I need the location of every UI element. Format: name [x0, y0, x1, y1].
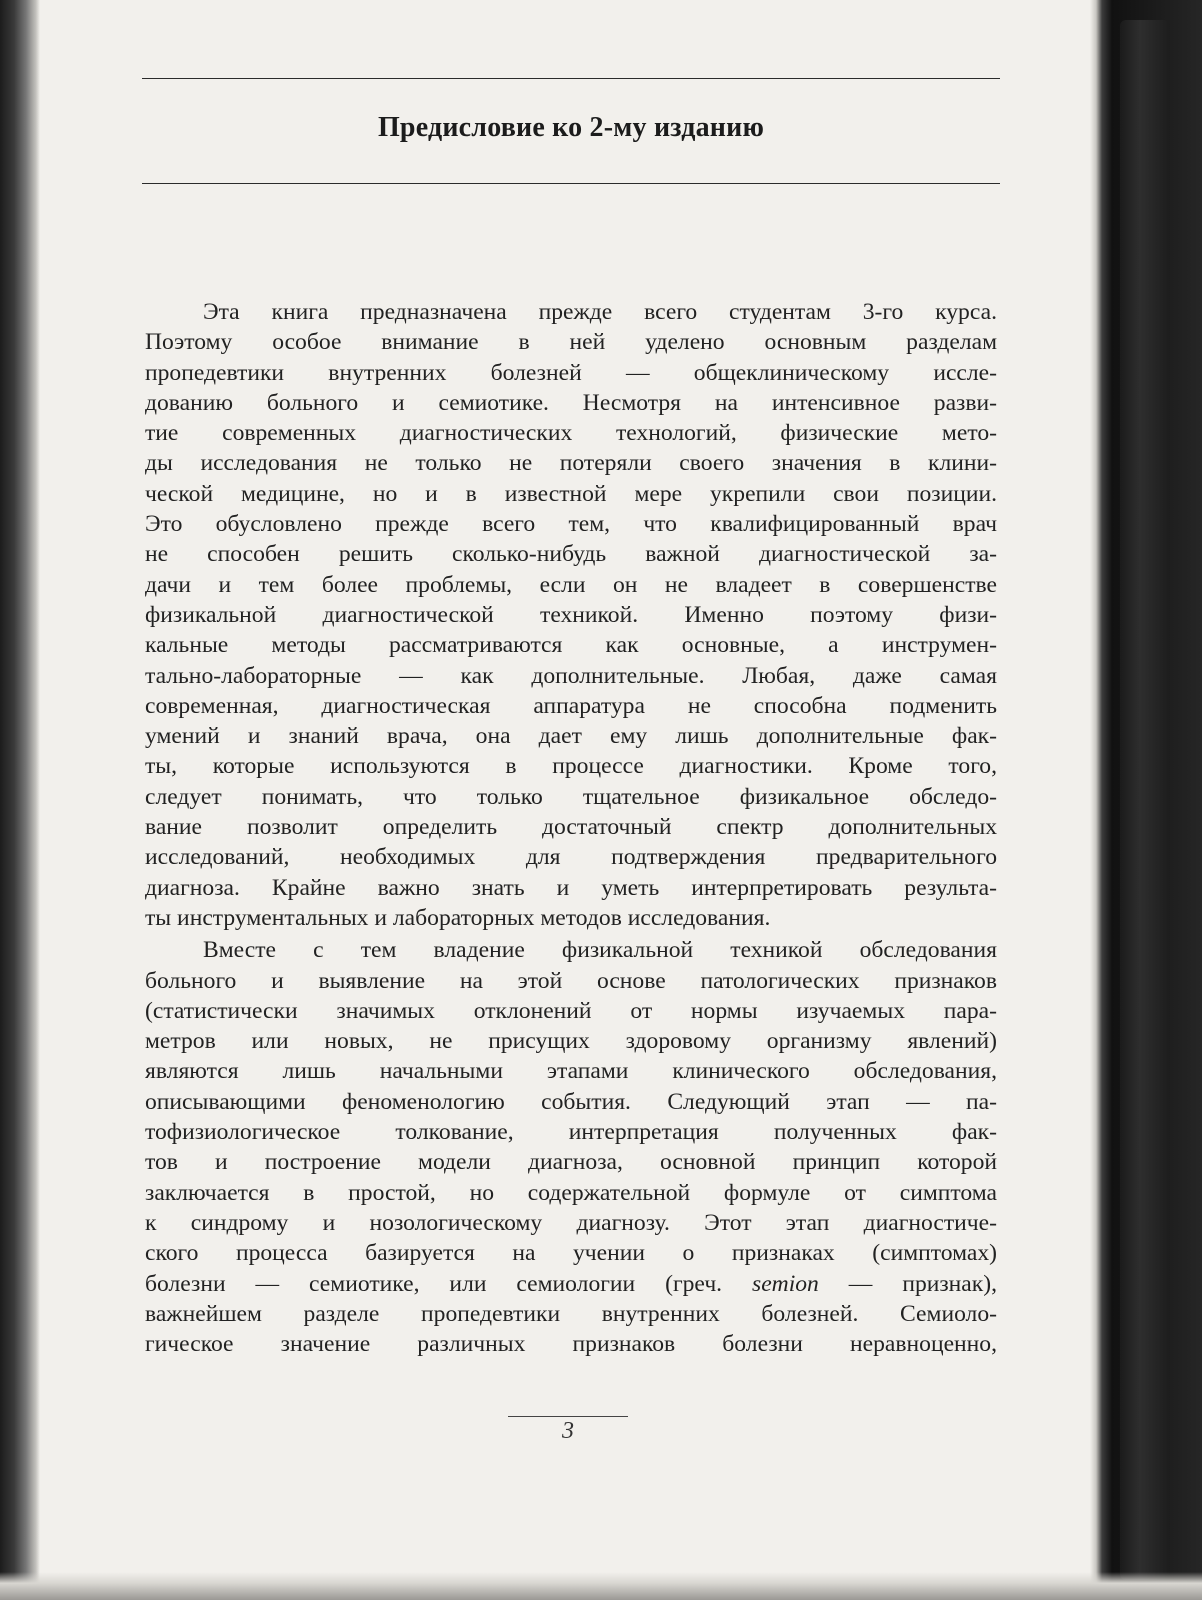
text-line: ты, которые используются в процессе диагностики. Кроме того, [145, 753, 997, 780]
italic-term: semion [752, 1270, 819, 1297]
text-line: Это обусловлено прежде всего тем, что квалифицированный врач [145, 511, 997, 538]
text-segment: болезни — семиотике, или семиологии (греч. [145, 1270, 753, 1297]
footer-rule [508, 1416, 628, 1417]
text-line: дованию больного и семиотике. Несмотря на интенсивное разви- [145, 389, 997, 416]
body-text [145, 297, 997, 1359]
text-line: современная, диагностическая аппаратура не способна подменить [145, 692, 997, 719]
text-line: умений и знаний врача, она дает ему лишь дополнительные фак- [145, 723, 997, 750]
text-line: заключается в простой, но содержательной формуле от симптома [145, 1179, 997, 1206]
text-line: следует понимать, что только тщательное физикальное обследо- [145, 783, 997, 810]
heading-rule-bottom [142, 183, 1000, 184]
text-line: тие современных диагностических технологий, физические мето- [145, 420, 997, 447]
text-line: Поэтому особое внимание в ней уделено основным разделам [145, 329, 997, 356]
text-line: тально-лабораторные — как дополнительные. Любая, даже самая [145, 662, 997, 689]
text-line: являются лишь начальными этапами клинического обследования, [145, 1058, 997, 1085]
text-line: ты инструментальных и лабораторных методов исследования. [145, 904, 771, 931]
text-line: ческой медицине, но и в известной мере укрепили свои позиции. [145, 480, 997, 507]
text-line: физикальной диагностической техникой. Именно поэтому физи- [145, 601, 997, 628]
text-line: гическое значение различных признаков болезни неравноценно, [145, 1331, 997, 1358]
text-line: описывающими феноменологию события. Следующий этап — па- [145, 1088, 997, 1115]
text-line: больного и выявление на этой основе патологических признаков [145, 967, 997, 994]
text-line: не способен решить сколько-нибудь важной диагностической за- [145, 541, 997, 568]
text-line: к синдрому и нозологическому диагнозу. Этот этап диагностиче- [145, 1209, 997, 1236]
text-line: тов и построение модели диагноза, основной принцип которой [145, 1149, 997, 1176]
page-bottom-shadow [0, 1572, 1202, 1600]
text-line: (статистически значимых отклонений от нормы изучаемых пара- [145, 997, 997, 1024]
text-line: кальные методы рассматриваются как основные, а инструмен- [145, 632, 997, 659]
text-line: дачи и тем более проблемы, если он не владеет в совершенстве [145, 571, 997, 598]
text-line: метров или новых, не присущих здоровому организму явлений) [145, 1028, 997, 1055]
text-line: важнейшем разделе пропедевтики внутренних болезней. Семиоло- [145, 1300, 997, 1327]
text-line: диагноза. Крайне важно знать и уметь интерпретировать результа- [145, 874, 997, 901]
text-line: вание позволит определить достаточный спектр дополнительных [145, 814, 997, 841]
text-line: исследований, необходимых для подтверждения предварительного [145, 844, 997, 871]
book-cover-edge [1120, 20, 1170, 1580]
text-line: Вместе с тем владение физикальной техникой обследования [203, 937, 997, 964]
book-gutter-left [0, 0, 40, 1600]
page-number: 3 [562, 1418, 574, 1444]
text-line-with-italic [145, 1269, 997, 1299]
text-line: Эта книга предназначена прежде всего студентам 3-го курса. [203, 299, 997, 325]
text-line: тофизиологическое толкование, интерпретация полученных фак- [145, 1119, 997, 1146]
heading-rule-top [142, 78, 1000, 79]
text-segment: — признак), [818, 1270, 997, 1297]
text-line: ды исследования не только не потеряли своего значения в клини- [145, 450, 997, 477]
page-title: Предисловие ко 2-му изданию [377, 112, 765, 143]
text-line: пропедевтики внутренних болезней — общеклиническому иссле- [145, 359, 997, 386]
text-line: ского процесса базируется на учении о признаках (симптомах) [145, 1240, 997, 1267]
